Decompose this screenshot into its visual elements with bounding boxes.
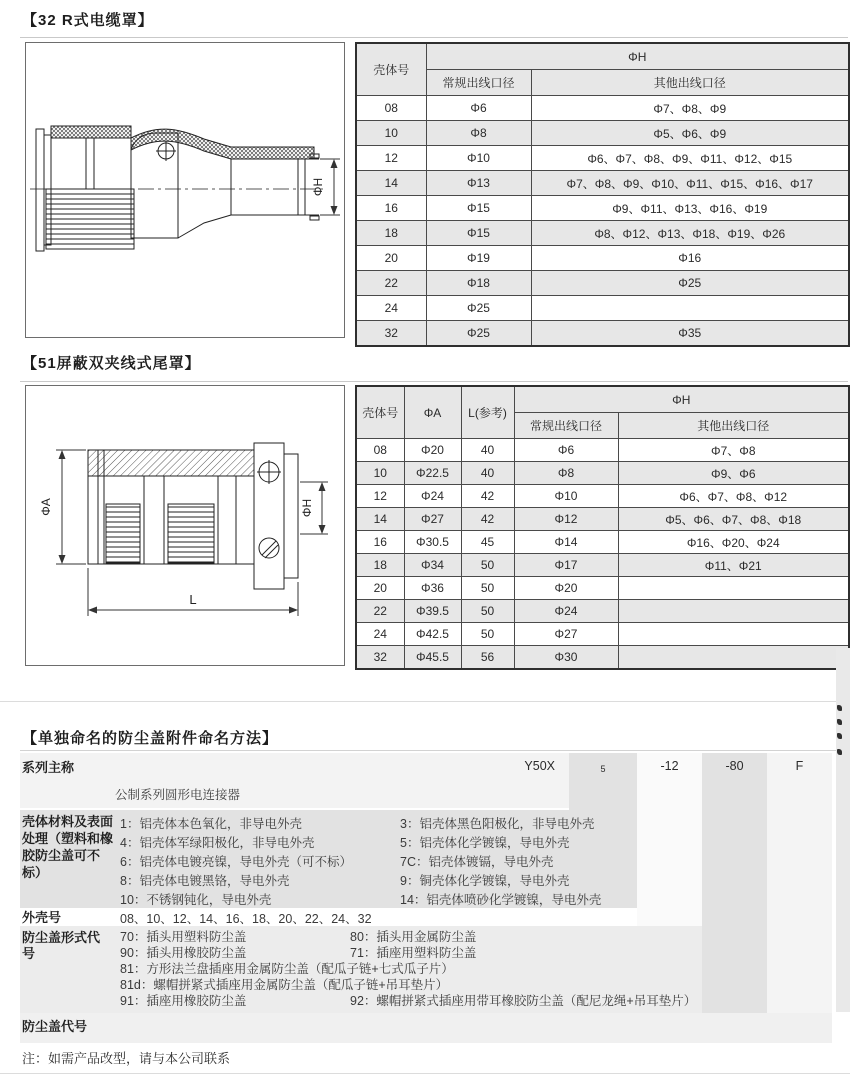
- col-header-other: 其他出线口径: [531, 70, 849, 96]
- ribbed-grip: [46, 189, 134, 249]
- tail-cover-drawing: [26, 386, 344, 665]
- knurl-grip-2: [168, 504, 214, 563]
- table-row: 24 Φ25: [356, 296, 849, 321]
- table-row: 32 Φ45.5 56 Φ30: [356, 646, 849, 670]
- col-header-regular: 常规出线口径: [426, 70, 531, 96]
- material-item: 5：铝壳体化学镀镍，导电外壳: [400, 836, 570, 850]
- tail-cover-size-table: [355, 385, 850, 670]
- table-row: 22 Φ18 Φ25: [356, 271, 849, 296]
- cover-form-item: 71：插座用塑料防尘盖: [350, 946, 477, 960]
- l-dimension-label: L: [189, 592, 197, 607]
- series-label: 系列主称: [22, 760, 75, 775]
- phi-h-dimension-label: ΦH: [311, 177, 325, 197]
- table-row: 14 Φ13 Φ7、Φ8、Φ9、Φ10、Φ11、Φ15、Φ16、Φ17: [356, 171, 849, 196]
- col-header-phi-a: ΦA: [404, 386, 461, 439]
- table-row: 08 Φ20 40 Φ6 Φ7、Φ8: [356, 439, 849, 462]
- table-row: 16 Φ30.5 45 Φ14 Φ16、Φ20、Φ24: [356, 531, 849, 554]
- cover-form-item: 81d：螺帽拼紧式插座用金属防尘盖（配瓜子链+吊耳垫片）: [120, 978, 449, 992]
- section1-underline: [20, 37, 848, 38]
- col-header-shell: 壳体号: [356, 43, 426, 96]
- table-row: 16 Φ15 Φ9、Φ11、Φ13、Φ16、Φ19: [356, 196, 849, 221]
- edge-mark: [837, 749, 842, 755]
- col-header-phi-h: ΦH: [514, 386, 849, 413]
- phi-a-dimension-label: ΦA: [39, 498, 53, 516]
- section-divider: [0, 701, 850, 702]
- col-header-other: 其他出线口径: [618, 413, 849, 439]
- col-header-shell: 壳体号: [356, 386, 404, 439]
- form-code-column: [702, 753, 767, 1013]
- material-item: 4：铝壳体军绿阳极化，非导电外壳: [120, 836, 315, 850]
- section2-underline: [20, 381, 848, 382]
- page-note: 注：如需产品改型，请与本公司联系: [22, 1051, 231, 1066]
- cable-cover-size-table: [355, 42, 850, 347]
- cover-form-item: 80：插头用金属防尘盖: [350, 930, 477, 944]
- screw-bottom: [259, 538, 279, 558]
- col-header-phi-h: ΦH: [426, 43, 849, 70]
- screw-top: [257, 460, 281, 484]
- table-row: 20 Φ36 50 Φ20: [356, 577, 849, 600]
- material-item: 10：不锈钢钝化，导电外壳: [120, 893, 272, 907]
- shell-number-label: 外壳号: [22, 910, 62, 925]
- cable-cover-drawing: [26, 43, 344, 337]
- section2-title: 【51屏蔽双夹线式尾罩】: [22, 355, 201, 372]
- col-header-regular: 常规出线口径: [514, 413, 618, 439]
- dimension-phi-a: [56, 450, 86, 564]
- table-row: 08 Φ6 Φ7、Φ8、Φ9: [356, 96, 849, 121]
- section3-title: 【单独命名的防尘盖附件命名方法】: [22, 730, 279, 747]
- knurl-grip-1: [106, 504, 140, 563]
- code-form: -80: [725, 759, 744, 773]
- material-item: 7C：铝壳体镀镉，导电外壳: [400, 855, 554, 869]
- cover-code-row-block: [20, 1013, 832, 1043]
- code-suffix: F: [795, 759, 804, 773]
- table-row: 10 Φ22.5 40 Φ8 Φ9、Φ6: [356, 462, 849, 485]
- section3-underline: [20, 750, 848, 751]
- code-material: 5: [600, 764, 606, 774]
- table-row: 12 Φ10 Φ6、Φ7、Φ8、Φ9、Φ11、Φ12、Φ15: [356, 146, 849, 171]
- screw-detail: [156, 141, 176, 161]
- cover-form-item: 70：插头用塑料防尘盖: [120, 930, 247, 944]
- edge-mark: [837, 705, 842, 711]
- col-header-l: L(参考): [461, 386, 514, 439]
- bottom-rule: [0, 1073, 850, 1074]
- table-row: 12 Φ24 42 Φ10 Φ6、Φ7、Φ8、Φ12: [356, 485, 849, 508]
- table-row: 20 Φ19 Φ16: [356, 246, 849, 271]
- naming-diagram: [20, 753, 832, 1045]
- knurl-band: [51, 126, 131, 138]
- table-row: 24 Φ42.5 50 Φ27: [356, 623, 849, 646]
- hatch-cap: [88, 450, 254, 476]
- material-item: 1：铝壳体本色氧化，非导电外壳: [120, 817, 302, 831]
- section1-title: 【32 R式电缆罩】: [22, 12, 154, 29]
- edge-mark: [837, 719, 842, 725]
- cover-form-item: 90：插头用橡胶防尘盖: [120, 946, 247, 960]
- shell-number-values: 08、10、12、14、16、18、20、22、24、32: [120, 912, 372, 926]
- series-description: 公制系列圆形电连接器: [115, 788, 241, 802]
- cable-cover-drawing-box: [25, 42, 345, 338]
- material-item: 9：铜壳体化学镀镍，导电外壳: [400, 874, 570, 888]
- table-row: 18 Φ15 Φ8、Φ12、Φ13、Φ18、Φ19、Φ26: [356, 221, 849, 246]
- cover-form-item: 81：方形法兰盘插座用金属防尘盖（配瓜子链+七式瓜子片）: [120, 962, 454, 976]
- material-label: 壳体材料及表面处理（塑料和橡胶防尘盖可不标）: [22, 814, 114, 880]
- phi-h-dimension-label2: ΦH: [300, 498, 314, 518]
- cover-form-label: 防尘盖形式代号: [22, 930, 101, 961]
- material-item: 14：铝壳体喷砂化学镀镍，导电外壳: [400, 893, 602, 907]
- table-row: 10 Φ8 Φ5、Φ6、Φ9: [356, 121, 849, 146]
- code-shell: -12: [660, 759, 679, 773]
- material-item: 8：铝壳体电镀黑铬，导电外壳: [120, 874, 290, 888]
- table-row: 32 Φ25 Φ35: [356, 321, 849, 347]
- table-row: 18 Φ34 50 Φ17 Φ11、Φ21: [356, 554, 849, 577]
- table-row: 22 Φ39.5 50 Φ24: [356, 600, 849, 623]
- code-series: Y50X: [524, 759, 555, 773]
- cover-form-item: 91：插座用橡胶防尘盖: [120, 994, 247, 1008]
- material-item: 3：铝壳体黑色阳极化，非导电外壳: [400, 817, 595, 831]
- edge-mark: [837, 733, 842, 739]
- page-edge-strip: [836, 648, 850, 1012]
- cover-form-item: 92：螺帽拼紧式插座用带耳橡胶防尘盖（配尼龙绳+吊耳垫片）: [350, 994, 697, 1008]
- table-row: 14 Φ27 42 Φ12 Φ5、Φ6、Φ7、Φ8、Φ18: [356, 508, 849, 531]
- cover-code-label: 防尘盖代号: [22, 1019, 88, 1034]
- material-item: 6：铝壳体电镀亮镍，导电外壳（可不标）: [120, 855, 352, 869]
- tail-cover-drawing-box: [25, 385, 345, 666]
